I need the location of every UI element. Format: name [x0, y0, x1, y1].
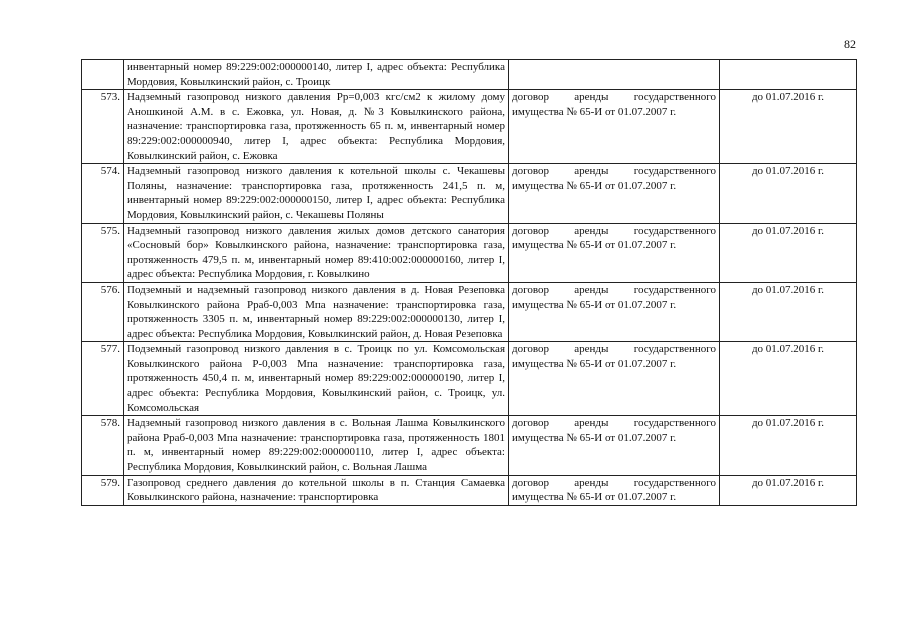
- term-date: до 01.07.2016 г.: [720, 475, 857, 505]
- row-number: 574.: [82, 164, 124, 223]
- property-description: инвентарный номер 89:229:002:000000140, литер I, адрес объекта: Республика Мордовия, Ковылкинский район, с. Троицк: [124, 60, 509, 90]
- table-row: [82, 60, 857, 90]
- table-row: [82, 90, 857, 164]
- term-date: до 01.07.2016 г.: [720, 282, 857, 341]
- term-date: до 01.07.2016 г.: [720, 416, 857, 475]
- row-number: 578.: [82, 416, 124, 475]
- legal-basis: договор аренды государственного имущества № 65-И от 01.07.2007 г.: [509, 164, 720, 223]
- row-number: 579.: [82, 475, 124, 505]
- row-number: [82, 60, 124, 90]
- row-number: 573.: [82, 90, 124, 164]
- term-date: до 01.07.2016 г.: [720, 164, 857, 223]
- table-row: [82, 282, 857, 341]
- term-date: до 01.07.2016 г.: [720, 223, 857, 282]
- page-number: 82: [844, 37, 856, 51]
- table-row: [82, 342, 857, 416]
- table-row: [82, 475, 857, 505]
- legal-basis: договор аренды государственного имущества № 65-И от 01.07.2007 г.: [509, 90, 720, 164]
- legal-basis: договор аренды государственного имущества № 65-И от 01.07.2007 г.: [509, 342, 720, 416]
- term-date: [720, 60, 857, 90]
- table-row: [82, 223, 857, 282]
- legal-basis: договор аренды государственного имущества № 65-И от 01.07.2007 г.: [509, 475, 720, 505]
- term-date: до 01.07.2016 г.: [720, 90, 857, 164]
- property-description: Надземный газопровод низкого давления в с. Вольная Лашма Ковылкинского района Рраб-0,003 Мпа назначение: транспортировка газа, протяженность 1801 п. м, инвентарный номер 89:229:002:000000110, литер I, адрес объекта: Республика Мордовия, Ковылкинский район, с. Вольная Лашма: [124, 416, 509, 475]
- legal-basis: договор аренды государственного имущества № 65-И от 01.07.2007 г.: [509, 282, 720, 341]
- row-number: 577.: [82, 342, 124, 416]
- term-date: до 01.07.2016 г.: [720, 342, 857, 416]
- property-description: Надземный газопровод низкого давления к котельной школы с. Чекашевы Поляны, назначение: транспортировка газа, протяженность 241,5 п. м, инвентарный номер 89:229:002:000000150, литер I, адрес объекта: Республика Мордовия, Ковылкинский район, с. Чекашевы Поляны: [124, 164, 509, 223]
- property-registry-table: [81, 59, 857, 506]
- table-row: [82, 416, 857, 475]
- property-description: Надземный газопровод низкого давления Рр=0,003 кгс/см2 к жилому дому Аношкиной А.М. в с. Ежовка, ул. Новая, д. №3 Ковылкинского района, назначение: транспортировка газа, протяженность 65 п. м, инвентарный номер 89:229:002:000000940, литер I, адрес объекта: Республика Мордовия, Ковылкинский район, с. Ежовка: [124, 90, 509, 164]
- property-description: Надземный газопровод низкого давления жилых домов детского санатория «Сосновый бор» Ковылкинского района, назначение: транспортировка газа, протяженность 479,5 п. м, инвентарный номер 89:410:002:000000160, литер I, адрес объекта: Республика Мордовия, г. Ковылкино: [124, 223, 509, 282]
- row-number: 576.: [82, 282, 124, 341]
- legal-basis: договор аренды государственного имущества № 65-И от 01.07.2007 г.: [509, 223, 720, 282]
- legal-basis: [509, 60, 720, 90]
- row-number: 575.: [82, 223, 124, 282]
- property-description: Газопровод среднего давления до котельной школы в п. Станция Самаевка Ковылкинского района, назначение: транспортировка: [124, 475, 509, 505]
- property-description: Подземный и надземный газопровод низкого давления в д. Новая Резеповка Ковылкинского района Рраб-0,003 Мпа назначение: транспортировка газа, протяженность 3305 п. м, инвентарный номер 89:229:002:000000130, литер I, адрес объекта: Республика Мордовия, Ковылкинский район, д. Новая Резеповка: [124, 282, 509, 341]
- table-row: [82, 164, 857, 223]
- property-description: Подземный газопровод низкого давления в с. Троицк по ул. Комсомольская Ковылкинского района Р-0,003 Мпа назначение: транспортировка газа, протяженность 450,4 п. м, инвентарный номер 89:229:002:000000190, литер I, адрес объекта: Республика Мордовия, Ковылкинский район, с. Троицк, ул. Комсомольская: [124, 342, 509, 416]
- legal-basis: договор аренды государственного имущества № 65-И от 01.07.2007 г.: [509, 416, 720, 475]
